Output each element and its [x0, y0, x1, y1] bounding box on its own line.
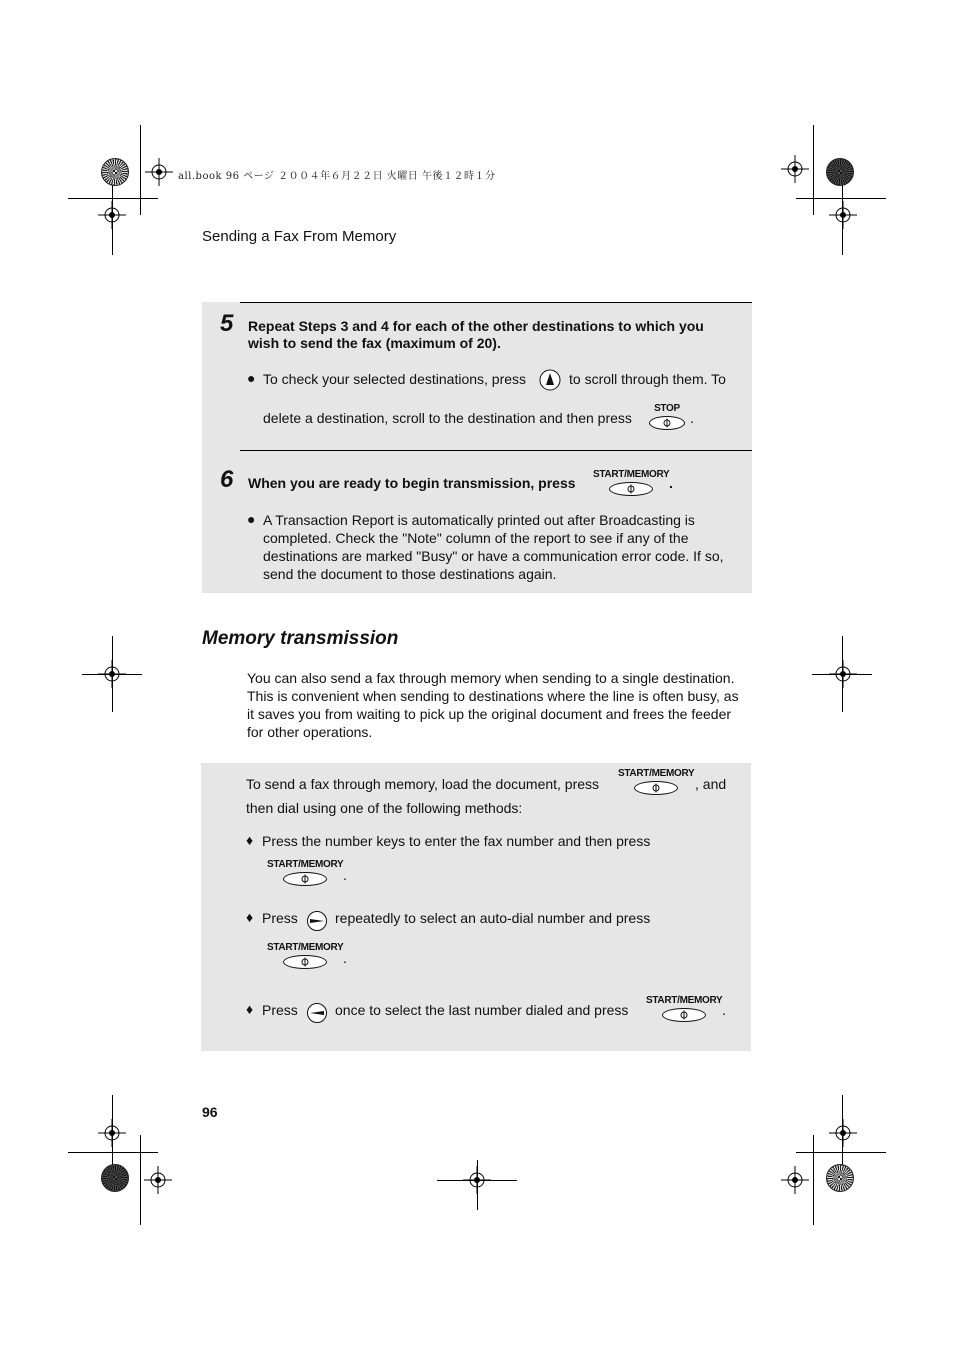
registration-mark-icon	[98, 201, 126, 229]
method1-period: .	[343, 867, 347, 883]
start-memory-key-icon	[593, 469, 669, 496]
auto-dial-right-button-icon	[306, 910, 328, 932]
section-title: Memory transmission	[202, 628, 399, 649]
color-dial-icon	[101, 158, 129, 186]
registration-mark-icon	[829, 1119, 857, 1147]
methods-line1-rest: , and	[695, 776, 727, 792]
bullet-dot: ●	[247, 370, 256, 386]
method3-period: .	[722, 1002, 726, 1018]
diamond-bullet: ♦	[246, 1001, 254, 1017]
step6-title: When you are ready to begin transmission, press	[248, 475, 576, 491]
diamond-bullet: ♦	[246, 832, 254, 848]
method3-press: Press	[262, 1002, 298, 1018]
step5-line2-period: .	[690, 410, 694, 426]
step6-title-period: .	[669, 475, 673, 491]
color-dial-icon	[826, 1164, 854, 1192]
method1-text: Press the number keys to enter the fax number and then press	[262, 833, 651, 849]
step6-note: A Transaction Report is automatically printed out after Broadcasting is completed. Check the "Note" column of the report to see if any of the destinations are marked "Busy" or have a communication error code. If so, send the document to those destinations again.	[263, 512, 724, 582]
registration-mark-icon	[144, 1166, 172, 1194]
step5-line1-text: To check your selected destinations, press	[263, 371, 527, 387]
running-head: Sending a Fax From Memory	[202, 228, 397, 245]
registration-mark-icon	[98, 1119, 126, 1147]
start-memory-key-icon	[267, 942, 343, 969]
start-memory-key-label: START/MEMORY	[593, 469, 670, 480]
start-memory-key-label: START/MEMORY	[618, 768, 695, 779]
diamond-bullet: ♦	[246, 909, 254, 925]
step-number-5: 5	[220, 310, 234, 337]
start-memory-key-icon	[618, 768, 694, 795]
registration-mark-icon	[829, 201, 857, 229]
start-memory-key-label: START/MEMORY	[267, 859, 344, 870]
registration-mark-icon	[145, 158, 173, 186]
start-memory-key-icon	[646, 995, 722, 1022]
step5-rule	[240, 302, 752, 303]
start-memory-key-label: START/MEMORY	[646, 995, 723, 1006]
step5-title: Repeat Steps 3 and 4 for each of the other destinations to which you wish to send the fax (maximum of 20).	[248, 318, 704, 351]
method3-text: once to select the last number dialed and press	[335, 1002, 629, 1018]
page-number: 96	[202, 1104, 218, 1120]
start-memory-key-label: START/MEMORY	[267, 942, 344, 953]
methods-line2: then dial using one of the following methods:	[246, 800, 523, 816]
print-info-line: all.book 96 ページ ２００４年６月２２日 火曜日 午後１２時１分	[178, 171, 496, 182]
registration-mark-icon	[781, 155, 809, 183]
start-memory-key-icon	[267, 859, 343, 886]
methods-line1: To send a fax through memory, load the document, press	[246, 776, 600, 792]
step5-line2-text: delete a destination, scroll to the destination and then press	[263, 410, 632, 426]
method2-press: Press	[262, 910, 298, 926]
registration-mark-icon	[781, 1166, 809, 1194]
color-dial-icon	[101, 1164, 129, 1192]
stop-key-icon	[649, 403, 685, 430]
redial-left-button-icon	[306, 1002, 328, 1024]
method2-text: repeatedly to select an auto-dial number and press	[335, 910, 651, 926]
bullet-dot: ●	[247, 511, 256, 527]
step-number-6: 6	[220, 466, 234, 493]
method2-period: .	[343, 950, 347, 966]
step6-rule	[240, 450, 752, 451]
color-dial-icon	[826, 158, 854, 186]
stop-key-label: STOP	[654, 403, 680, 414]
step5-line1-rest: to scroll through them. To	[569, 371, 726, 387]
section-intro: You can also send a fax through memory when sending to a single destination. This is convenient when sending to destinations where the line is often busy, as it saves you from waiting to pick up the original document and frees the feeder for other operations.	[247, 670, 739, 740]
scroll-up-button-icon	[539, 369, 563, 391]
